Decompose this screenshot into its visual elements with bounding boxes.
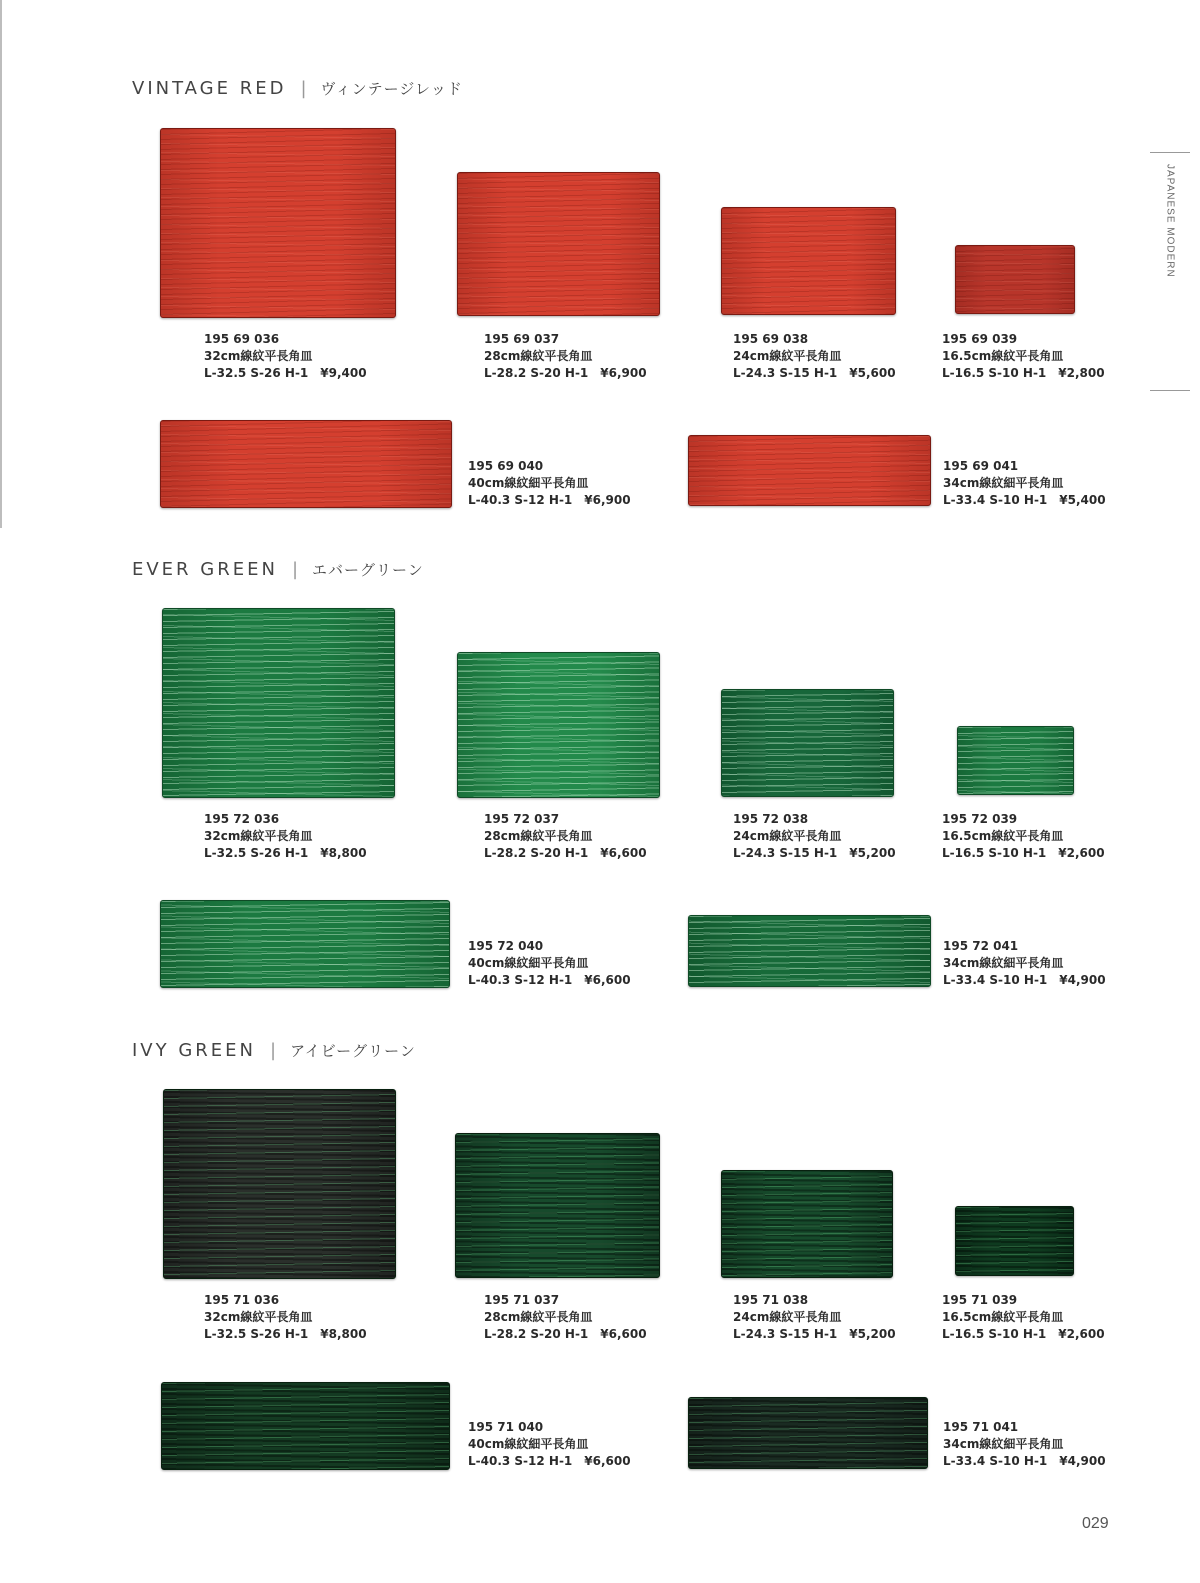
side-tab-label: JAPANESE MODERN	[1164, 164, 1176, 278]
product-dims: L-16.5 S-10 H-1	[942, 366, 1047, 380]
section-title-ever-green	[132, 559, 424, 580]
product-label	[733, 331, 896, 382]
product-code: 195 69 040	[468, 459, 544, 473]
section-title-en: VINTAGE RED	[132, 78, 287, 99]
section-title-en: EVER GREEN	[132, 559, 278, 580]
product-label	[204, 331, 367, 382]
product-name: 40cm線紋細平長角皿	[468, 476, 589, 490]
section-title-ivy-green	[132, 1040, 416, 1061]
section-title-separator: |	[291, 559, 299, 580]
product-code: 195 69 039	[942, 332, 1018, 346]
product-name: 34cm線紋細平長角皿	[943, 956, 1064, 970]
product-label	[943, 938, 1106, 989]
plate-ivy-28cm	[455, 1133, 660, 1278]
product-price: ¥2,800	[1058, 366, 1105, 380]
plate-evergreen-24cm	[721, 689, 894, 797]
product-code: 195 69 036	[204, 332, 280, 346]
product-name: 24cm線紋平長角皿	[733, 829, 842, 843]
product-price: ¥5,200	[849, 1327, 896, 1341]
product-code: 195 72 039	[942, 812, 1018, 826]
product-dims: L-32.5 S-26 H-1	[204, 846, 309, 860]
product-label	[204, 1292, 367, 1343]
product-name: 34cm線紋細平長角皿	[943, 1437, 1064, 1451]
product-price: ¥8,800	[320, 846, 367, 860]
plate-red-40cm	[160, 420, 452, 508]
section-title-en: IVY GREEN	[132, 1040, 257, 1061]
product-dims: L-40.3 S-12 H-1	[468, 1454, 573, 1468]
plate-evergreen-34cm	[688, 915, 931, 987]
plate-evergreen-32cm	[162, 608, 395, 798]
product-dims: L-24.3 S-15 H-1	[733, 1327, 838, 1341]
section-title-jp: ヴィンテージレッド	[320, 80, 463, 98]
plate-red-24cm	[721, 207, 896, 315]
product-label	[484, 331, 647, 382]
plate-evergreen-16cm	[957, 726, 1074, 795]
product-label	[943, 1419, 1106, 1470]
product-name: 16.5cm線紋平長角皿	[942, 349, 1064, 363]
product-code: 195 71 040	[468, 1420, 544, 1434]
plate-ivy-16cm	[955, 1206, 1074, 1276]
product-code: 195 69 037	[484, 332, 560, 346]
section-title-vintage-red	[132, 78, 463, 99]
product-price: ¥5,400	[1059, 493, 1106, 507]
product-price: ¥6,900	[584, 493, 631, 507]
product-code: 195 71 038	[733, 1293, 809, 1307]
product-price: ¥6,900	[600, 366, 647, 380]
product-code: 195 71 039	[942, 1293, 1018, 1307]
product-dims: L-40.3 S-12 H-1	[468, 493, 573, 507]
side-tab	[1150, 152, 1190, 392]
product-price: ¥6,600	[600, 1327, 647, 1341]
product-name: 28cm線紋平長角皿	[484, 1310, 593, 1324]
plate-evergreen-28cm	[457, 652, 660, 798]
product-name: 16.5cm線紋平長角皿	[942, 829, 1064, 843]
side-tab-rule-top	[1150, 152, 1190, 153]
product-label	[484, 811, 647, 862]
plate-ivy-32cm	[163, 1089, 396, 1279]
product-price: ¥6,600	[584, 1454, 631, 1468]
plate-ivy-34cm	[688, 1397, 928, 1469]
product-label	[943, 458, 1106, 509]
product-price: ¥6,600	[584, 973, 631, 987]
product-label	[942, 331, 1105, 382]
product-price: ¥2,600	[1058, 1327, 1105, 1341]
product-code: 195 72 038	[733, 812, 809, 826]
product-name: 40cm線紋細平長角皿	[468, 956, 589, 970]
plate-red-16cm	[955, 245, 1075, 314]
plate-ivy-24cm	[721, 1170, 893, 1278]
product-code: 195 71 036	[204, 1293, 280, 1307]
product-code: 195 69 041	[943, 459, 1019, 473]
product-label	[468, 458, 631, 509]
product-label	[484, 1292, 647, 1343]
product-price: ¥2,600	[1058, 846, 1105, 860]
product-dims: L-28.2 S-20 H-1	[484, 846, 589, 860]
product-label	[942, 1292, 1105, 1343]
product-dims: L-40.3 S-12 H-1	[468, 973, 573, 987]
product-name: 28cm線紋平長角皿	[484, 829, 593, 843]
plate-evergreen-40cm	[160, 900, 450, 988]
page-number: 029	[1082, 1515, 1109, 1532]
section-title-separator: |	[300, 78, 307, 99]
product-name: 32cm線紋平長角皿	[204, 1310, 313, 1324]
product-price: ¥6,600	[600, 846, 647, 860]
product-label	[468, 1419, 631, 1470]
plate-red-34cm	[688, 435, 931, 506]
product-price: ¥5,600	[849, 366, 896, 380]
product-code: 195 71 041	[943, 1420, 1019, 1434]
product-name: 24cm線紋平長角皿	[733, 1310, 842, 1324]
product-label	[942, 811, 1105, 862]
product-dims: L-32.5 S-26 H-1	[204, 366, 309, 380]
product-dims: L-33.4 S-10 H-1	[943, 973, 1048, 987]
product-code: 195 72 041	[943, 939, 1019, 953]
product-dims: L-24.3 S-15 H-1	[733, 366, 838, 380]
product-price: ¥4,900	[1059, 1454, 1106, 1468]
product-dims: L-16.5 S-10 H-1	[942, 1327, 1047, 1341]
product-code: 195 72 036	[204, 812, 280, 826]
product-dims: L-33.4 S-10 H-1	[943, 1454, 1048, 1468]
product-name: 16.5cm線紋平長角皿	[942, 1310, 1064, 1324]
product-code: 195 71 037	[484, 1293, 560, 1307]
product-label	[468, 938, 631, 989]
product-name: 28cm線紋平長角皿	[484, 349, 593, 363]
side-tab-rule-bottom	[1150, 390, 1190, 391]
product-dims: L-32.5 S-26 H-1	[204, 1327, 309, 1341]
left-margin-rule	[0, 0, 2, 528]
product-name: 24cm線紋平長角皿	[733, 349, 842, 363]
product-dims: L-28.2 S-20 H-1	[484, 1327, 589, 1341]
section-title-jp: アイビーグリーン	[290, 1042, 416, 1060]
plate-red-32cm	[160, 128, 396, 318]
product-name: 32cm線紋平長角皿	[204, 829, 313, 843]
product-dims: L-16.5 S-10 H-1	[942, 846, 1047, 860]
plate-ivy-40cm	[161, 1382, 450, 1470]
product-price: ¥4,900	[1059, 973, 1106, 987]
product-label	[733, 1292, 896, 1343]
product-code: 195 72 040	[468, 939, 544, 953]
plate-red-28cm	[457, 172, 660, 316]
section-title-jp: エバーグリーン	[312, 561, 424, 579]
product-dims: L-24.3 S-15 H-1	[733, 846, 838, 860]
product-code: 195 72 037	[484, 812, 560, 826]
product-price: ¥9,400	[320, 366, 367, 380]
product-code: 195 69 038	[733, 332, 809, 346]
product-name: 40cm線紋細平長角皿	[468, 1437, 589, 1451]
product-label	[204, 811, 367, 862]
product-dims: L-33.4 S-10 H-1	[943, 493, 1048, 507]
product-price: ¥8,800	[320, 1327, 367, 1341]
section-title-separator: |	[270, 1040, 277, 1061]
product-dims: L-28.2 S-20 H-1	[484, 366, 589, 380]
product-name: 32cm線紋平長角皿	[204, 349, 313, 363]
product-name: 34cm線紋細平長角皿	[943, 476, 1064, 490]
product-label	[733, 811, 896, 862]
product-price: ¥5,200	[849, 846, 896, 860]
